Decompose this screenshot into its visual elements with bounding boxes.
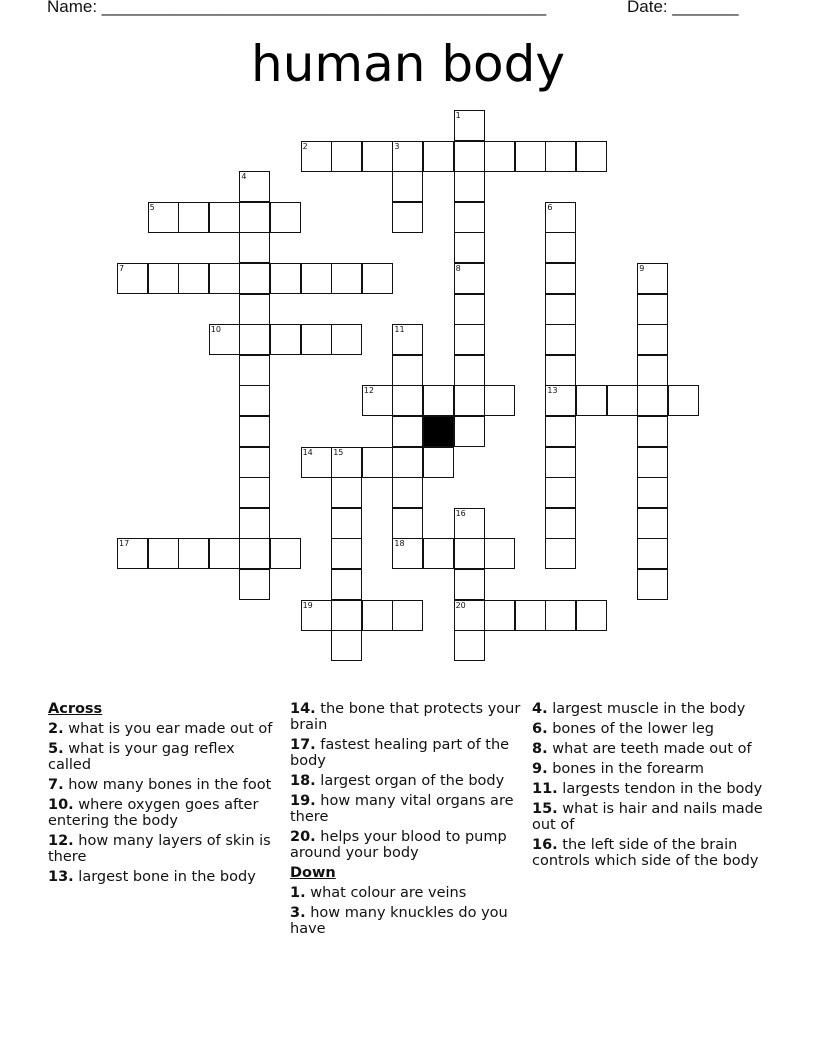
clue-across-20: 20. helps your blood to pump around your body bbox=[290, 829, 507, 861]
grid-cell[interactable] bbox=[668, 385, 699, 416]
clue-down-8: 8. what are teeth made out of bbox=[532, 741, 752, 757]
grid-cell[interactable] bbox=[209, 263, 240, 294]
across-heading: Across bbox=[48, 701, 103, 717]
grid-cell[interactable] bbox=[454, 385, 485, 416]
grid-cell[interactable] bbox=[178, 202, 209, 233]
clue-number-7: 7 bbox=[119, 264, 125, 273]
grid-cell[interactable] bbox=[545, 141, 576, 172]
grid-cell[interactable] bbox=[301, 324, 332, 355]
clues-column-2 bbox=[290, 701, 522, 941]
grid-cell[interactable] bbox=[392, 171, 423, 202]
clue-across-7: 7. how many bones in the foot bbox=[48, 777, 272, 793]
grid-cell[interactable] bbox=[239, 416, 270, 447]
grid-cell[interactable] bbox=[239, 202, 270, 233]
grid-cell[interactable] bbox=[331, 630, 362, 661]
grid-cell[interactable] bbox=[637, 324, 668, 355]
grid-cell[interactable] bbox=[301, 447, 332, 478]
grid-cell[interactable] bbox=[576, 385, 607, 416]
grid-cell[interactable] bbox=[239, 569, 270, 600]
grid-cell[interactable] bbox=[392, 385, 423, 416]
grid-cell[interactable] bbox=[454, 110, 485, 141]
grid-cell[interactable] bbox=[545, 202, 576, 233]
grid-cell[interactable] bbox=[239, 538, 270, 569]
clue-number-17: 17 bbox=[119, 539, 130, 549]
clue-down-16: 16. the left side of the brain controls which side of the body bbox=[532, 837, 759, 869]
clue-number-6: 6 bbox=[547, 202, 553, 212]
clue-number-19: 19 bbox=[302, 600, 313, 610]
grid-cell[interactable] bbox=[392, 355, 423, 386]
grid-cell[interactable] bbox=[637, 294, 668, 325]
grid-cell[interactable] bbox=[239, 477, 270, 508]
grid-cell[interactable] bbox=[515, 600, 546, 631]
grid-cell[interactable] bbox=[454, 324, 485, 355]
clue-across-5: 5. what is your gag reflex called bbox=[48, 741, 235, 773]
grid-cell[interactable] bbox=[454, 263, 485, 294]
grid-cell[interactable] bbox=[392, 416, 423, 447]
grid-cell[interactable] bbox=[454, 630, 485, 661]
grid-cell[interactable] bbox=[239, 508, 270, 539]
clue-across-17: 17. fastest healing part of the body bbox=[290, 737, 510, 769]
clue-across-2: 2. what is you ear made out of bbox=[48, 721, 273, 737]
grid-cell[interactable] bbox=[239, 294, 270, 325]
grid-cell[interactable] bbox=[270, 538, 301, 569]
clue-number-15: 15 bbox=[333, 447, 344, 457]
grid-cell[interactable] bbox=[637, 355, 668, 386]
grid-cell[interactable] bbox=[331, 324, 362, 355]
grid-cell[interactable] bbox=[239, 447, 270, 478]
grid-cell[interactable] bbox=[209, 202, 240, 233]
grid-cell[interactable] bbox=[392, 141, 423, 172]
grid-cell[interactable] bbox=[454, 141, 485, 172]
grid-cell[interactable] bbox=[484, 600, 515, 631]
clue-number-5: 5 bbox=[149, 202, 155, 212]
name-field-label: Name: _______________________________________________ bbox=[47, 0, 547, 16]
grid-cell[interactable] bbox=[239, 171, 270, 202]
grid-cell[interactable] bbox=[545, 416, 576, 447]
grid-cell[interactable] bbox=[331, 508, 362, 539]
grid-cell[interactable] bbox=[209, 324, 240, 355]
grid-cell[interactable] bbox=[331, 477, 362, 508]
grid-cell[interactable] bbox=[362, 600, 393, 631]
grid-cell[interactable] bbox=[239, 324, 270, 355]
clue-number-8: 8 bbox=[455, 264, 461, 273]
clue-number-12: 12 bbox=[363, 386, 374, 396]
grid-cell[interactable] bbox=[545, 263, 576, 294]
clue-down-3: 3. how many knuckles do you have bbox=[290, 905, 508, 937]
page-title: human body bbox=[251, 35, 565, 93]
clue-number-14: 14 bbox=[302, 447, 313, 457]
grid-cell[interactable] bbox=[301, 263, 332, 294]
down-heading: Down bbox=[290, 865, 336, 881]
clue-down-9: 9. bones in the forearm bbox=[532, 761, 705, 777]
grid-cell[interactable] bbox=[270, 202, 301, 233]
grid-cell[interactable] bbox=[576, 600, 607, 631]
grid-cell[interactable] bbox=[454, 202, 485, 233]
clue-number-10: 10 bbox=[210, 325, 221, 335]
grid-cell[interactable] bbox=[545, 324, 576, 355]
clue-number-4: 4 bbox=[241, 172, 247, 182]
clue-number-2: 2 bbox=[302, 141, 308, 151]
grid-cell[interactable] bbox=[392, 202, 423, 233]
clue-number-18: 18 bbox=[394, 539, 405, 549]
clue-number-13: 13 bbox=[547, 386, 558, 396]
grid-cell[interactable] bbox=[178, 538, 209, 569]
grid-cell[interactable] bbox=[148, 538, 179, 569]
grid-cell[interactable] bbox=[454, 508, 485, 539]
grid-cell[interactable] bbox=[545, 477, 576, 508]
grid-cell[interactable] bbox=[545, 538, 576, 569]
grid-cell[interactable] bbox=[423, 447, 454, 478]
grid-cell[interactable] bbox=[637, 263, 668, 294]
grid-cell[interactable] bbox=[454, 600, 485, 631]
grid-cell[interactable] bbox=[117, 263, 148, 294]
grid-cell[interactable] bbox=[454, 569, 485, 600]
grid-cell[interactable] bbox=[178, 263, 209, 294]
grid-cell[interactable] bbox=[392, 447, 423, 478]
clue-across-18: 18. largest organ of the body bbox=[290, 773, 505, 789]
grid-cell[interactable] bbox=[454, 416, 485, 447]
grid-cell[interactable] bbox=[637, 569, 668, 600]
clue-down-6: 6. bones of the lower leg bbox=[532, 721, 714, 737]
clue-down-4: 4. largest muscle in the body bbox=[532, 701, 746, 717]
grid-cell[interactable] bbox=[484, 538, 515, 569]
grid-cell[interactable] bbox=[362, 447, 393, 478]
clue-across-12: 12. how many layers of skin is there bbox=[48, 833, 271, 865]
grid-cell[interactable] bbox=[117, 538, 148, 569]
grid-cell[interactable] bbox=[484, 141, 515, 172]
grid-cell[interactable] bbox=[301, 600, 332, 631]
grid-cell[interactable] bbox=[484, 385, 515, 416]
grid-cell[interactable] bbox=[331, 538, 362, 569]
clues-column-1 bbox=[48, 701, 280, 889]
grid-cell[interactable] bbox=[392, 324, 423, 355]
grid-cell[interactable] bbox=[454, 171, 485, 202]
grid-cell[interactable] bbox=[545, 508, 576, 539]
clue-across-10: 10. where oxygen goes after entering the body bbox=[48, 797, 259, 829]
clue-down-1: 1. what colour are veins bbox=[290, 885, 467, 901]
grid-cell[interactable] bbox=[148, 263, 179, 294]
grid-cell[interactable] bbox=[239, 385, 270, 416]
grid-cell[interactable] bbox=[148, 202, 179, 233]
grid-cell[interactable] bbox=[545, 232, 576, 263]
grid-cell[interactable] bbox=[239, 232, 270, 263]
grid-cell[interactable] bbox=[239, 263, 270, 294]
grid-cell[interactable] bbox=[545, 447, 576, 478]
grid-cell[interactable] bbox=[392, 477, 423, 508]
clue-number-1: 1 bbox=[455, 111, 461, 120]
grid-cell[interactable] bbox=[454, 355, 485, 386]
grid-cell[interactable] bbox=[454, 232, 485, 263]
grid-cell[interactable] bbox=[515, 141, 546, 172]
grid-cell[interactable] bbox=[545, 385, 576, 416]
grid-cell[interactable] bbox=[362, 141, 393, 172]
grid-cell[interactable] bbox=[331, 447, 362, 478]
grid-cell[interactable] bbox=[454, 538, 485, 569]
grid-cell[interactable] bbox=[239, 355, 270, 386]
grid-cell[interactable] bbox=[423, 141, 454, 172]
grid-cell[interactable] bbox=[423, 385, 454, 416]
clue-across-19: 19. how many vital organs are there bbox=[290, 793, 514, 825]
grid-cell[interactable] bbox=[270, 324, 301, 355]
clue-number-20: 20 bbox=[455, 600, 466, 610]
grid-cell[interactable] bbox=[362, 385, 393, 416]
grid-cell[interactable] bbox=[637, 447, 668, 478]
grid-cell[interactable] bbox=[362, 263, 393, 294]
grid-cell[interactable] bbox=[392, 508, 423, 539]
grid-cell[interactable] bbox=[637, 385, 668, 416]
clue-number-11: 11 bbox=[394, 325, 405, 335]
grid-cell[interactable] bbox=[607, 385, 638, 416]
date-field-label: Date: _______ bbox=[627, 0, 739, 16]
grid-cell[interactable] bbox=[270, 263, 301, 294]
grid-cell[interactable] bbox=[301, 141, 332, 172]
grid-cell[interactable] bbox=[423, 538, 454, 569]
grid-cell[interactable] bbox=[576, 141, 607, 172]
clue-down-15: 15. what is hair and nails made out of bbox=[532, 801, 763, 833]
grid-cell[interactable] bbox=[637, 477, 668, 508]
grid-cell[interactable] bbox=[331, 569, 362, 600]
grid-cell[interactable] bbox=[392, 538, 423, 569]
grid-cell[interactable] bbox=[545, 355, 576, 386]
grid-cell[interactable] bbox=[545, 294, 576, 325]
grid-cell[interactable] bbox=[637, 538, 668, 569]
grid-cell[interactable] bbox=[454, 294, 485, 325]
grid-cell[interactable] bbox=[331, 263, 362, 294]
clue-number-16: 16 bbox=[455, 508, 466, 518]
grid-cell[interactable] bbox=[331, 600, 362, 631]
grid-cell[interactable] bbox=[331, 141, 362, 172]
clue-number-9: 9 bbox=[639, 264, 645, 273]
grid-cell[interactable] bbox=[545, 600, 576, 631]
grid-cell[interactable] bbox=[637, 416, 668, 447]
clues-column-3 bbox=[532, 701, 764, 873]
blocked-cell bbox=[423, 416, 454, 447]
grid-cell[interactable] bbox=[392, 600, 423, 631]
clue-across-14: 14. the bone that protects your brain bbox=[290, 701, 521, 733]
grid-cell[interactable] bbox=[637, 508, 668, 539]
clue-number-3: 3 bbox=[394, 141, 400, 151]
clue-down-11: 11. largests tendon in the body bbox=[532, 781, 763, 797]
clue-across-13: 13. largest bone in the body bbox=[48, 869, 256, 885]
grid-cell[interactable] bbox=[209, 538, 240, 569]
